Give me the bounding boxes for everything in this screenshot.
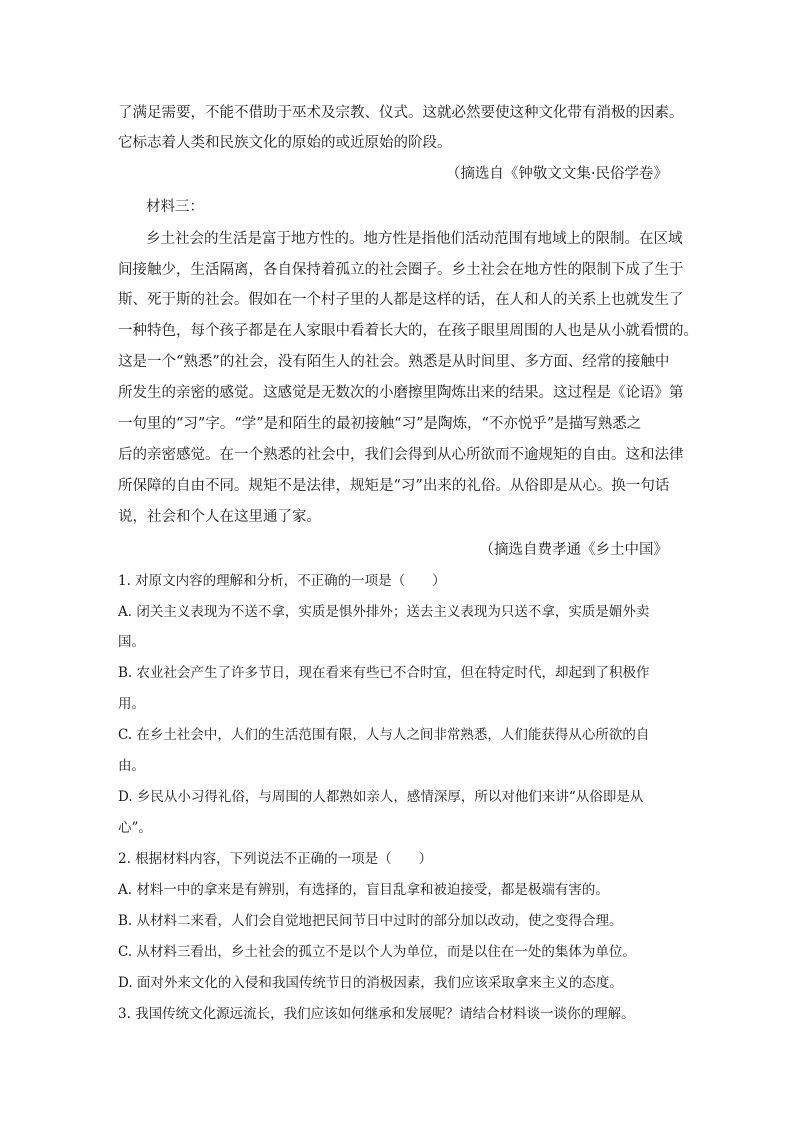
material-two-line-1: 了满足需要，不能不借助于巫术及宗教、仪式。这就必然要使这种文化带有消极的因素。: [118, 105, 684, 121]
material-three-heading: 材料三：: [146, 199, 204, 215]
question-1-option-c-cont: 由。: [118, 758, 145, 774]
question-1-option-a: A. 闭关主义表现为不送不拿，实质是惧外排外；送去主义表现为只送不拿，实质是媚外卖: [118, 604, 650, 620]
question-1-option-c: C. 在乡土社会中，人们的生活范围有限，人与人之间非常熟悉，人们能获得从心所欲的自: [118, 727, 650, 743]
material-three-line-9: 所保障的自由不同。规矩不是法律，规矩是“习”出来的礼俗。从俗即是从心。换一句话: [118, 478, 670, 494]
source-citation-three: （摘选自费孝通《乡土中国》: [479, 542, 668, 558]
question-2-stem: 2. 根据材料内容，下列说法不正确的一项是（ ）: [118, 851, 433, 867]
question-1-option-d-cont: 心”。: [118, 820, 152, 836]
material-two-line-2: 它标志着人类和民族文化的原始的或近原始的阶段。: [118, 135, 452, 151]
material-three-line-8: 后的亲密感觉。在一个熟悉的社会中，我们会得到从心所欲而不逾规矩的自由。这和法律: [118, 447, 684, 463]
material-three-line-1: 乡土社会的生活是富于地方性的。地方性是指他们活动范围有地域上的限制。在区域: [146, 231, 683, 247]
question-2-option-a: A. 材料一中的拿来是有辨别，有选择的，盲目乱拿和被迫接受，都是极端有害的。: [118, 882, 609, 898]
question-1-option-b: B. 农业社会产生了许多节日，现在看来有些已不合时宜，但在特定时代，却起到了积极作: [118, 665, 650, 681]
material-three-line-5: 这是一个“熟悉”的社会，没有陌生人的社会。熟悉是从时间里、多方面、经常的接触中: [118, 354, 670, 370]
question-1-option-a-cont: 国。: [118, 634, 145, 650]
material-three-line-4: 一种特色，每个孩子都是在人家眼中看着长大的，在孩子眼里周围的人也是从小就看惯的。: [118, 323, 698, 339]
question-1-option-b-cont: 用。: [118, 696, 145, 712]
question-1-option-d: D. 乡民从小习得礼俗，与周围的人都熟如亲人，感情深厚，所以对他们来讲“从俗即是从: [118, 789, 644, 805]
material-three-line-2: 间接触少，生活隔离，各自保持着孤立的社会圈子。乡土社会在地方性的限制下成了生于: [118, 262, 684, 278]
question-2-option-d: D. 面对外来文化的入侵和我国传统节日的消极因素，我们应该采取拿来主义的态度。: [118, 975, 623, 991]
question-3-stem: 3. 我国传统文化源远流长，我们应该如何继承和发展呢？请结合材料谈一谈你的理解。: [118, 1006, 635, 1022]
material-three-line-3: 斯、死于斯的社会。假如在一个村子里的人都是这样的话，在人和人的关系上也就发生了: [118, 292, 684, 308]
material-three-line-6: 所发生的亲密的感觉。这感觉是无数次的小磨擦里陶炼出来的结果。这过程是《论语》第: [118, 385, 684, 401]
material-three-line-10: 说，社会和个人在这里通了家。: [118, 509, 321, 525]
question-2-option-c: C. 从材料三看出，乡土社会的孤立不是以个人为单位，而是以住在一处的集体为单位。: [118, 944, 636, 960]
question-1-stem: 1. 对原文内容的理解和分析，不正确的一项是（ ）: [118, 573, 446, 589]
material-three-line-7: 一句里的“习”字。“学”是和陌生的最初接触“习”是陶炼，“不亦悦乎”是描写熟悉之: [118, 416, 642, 432]
question-2-option-b: B. 从材料二来看，人们会自觉地把民间节日中过时的部分加以改动，使之变得合理。: [118, 913, 623, 929]
source-citation-two: （摘选自《钟敬文文集·民俗学卷》: [445, 166, 668, 182]
